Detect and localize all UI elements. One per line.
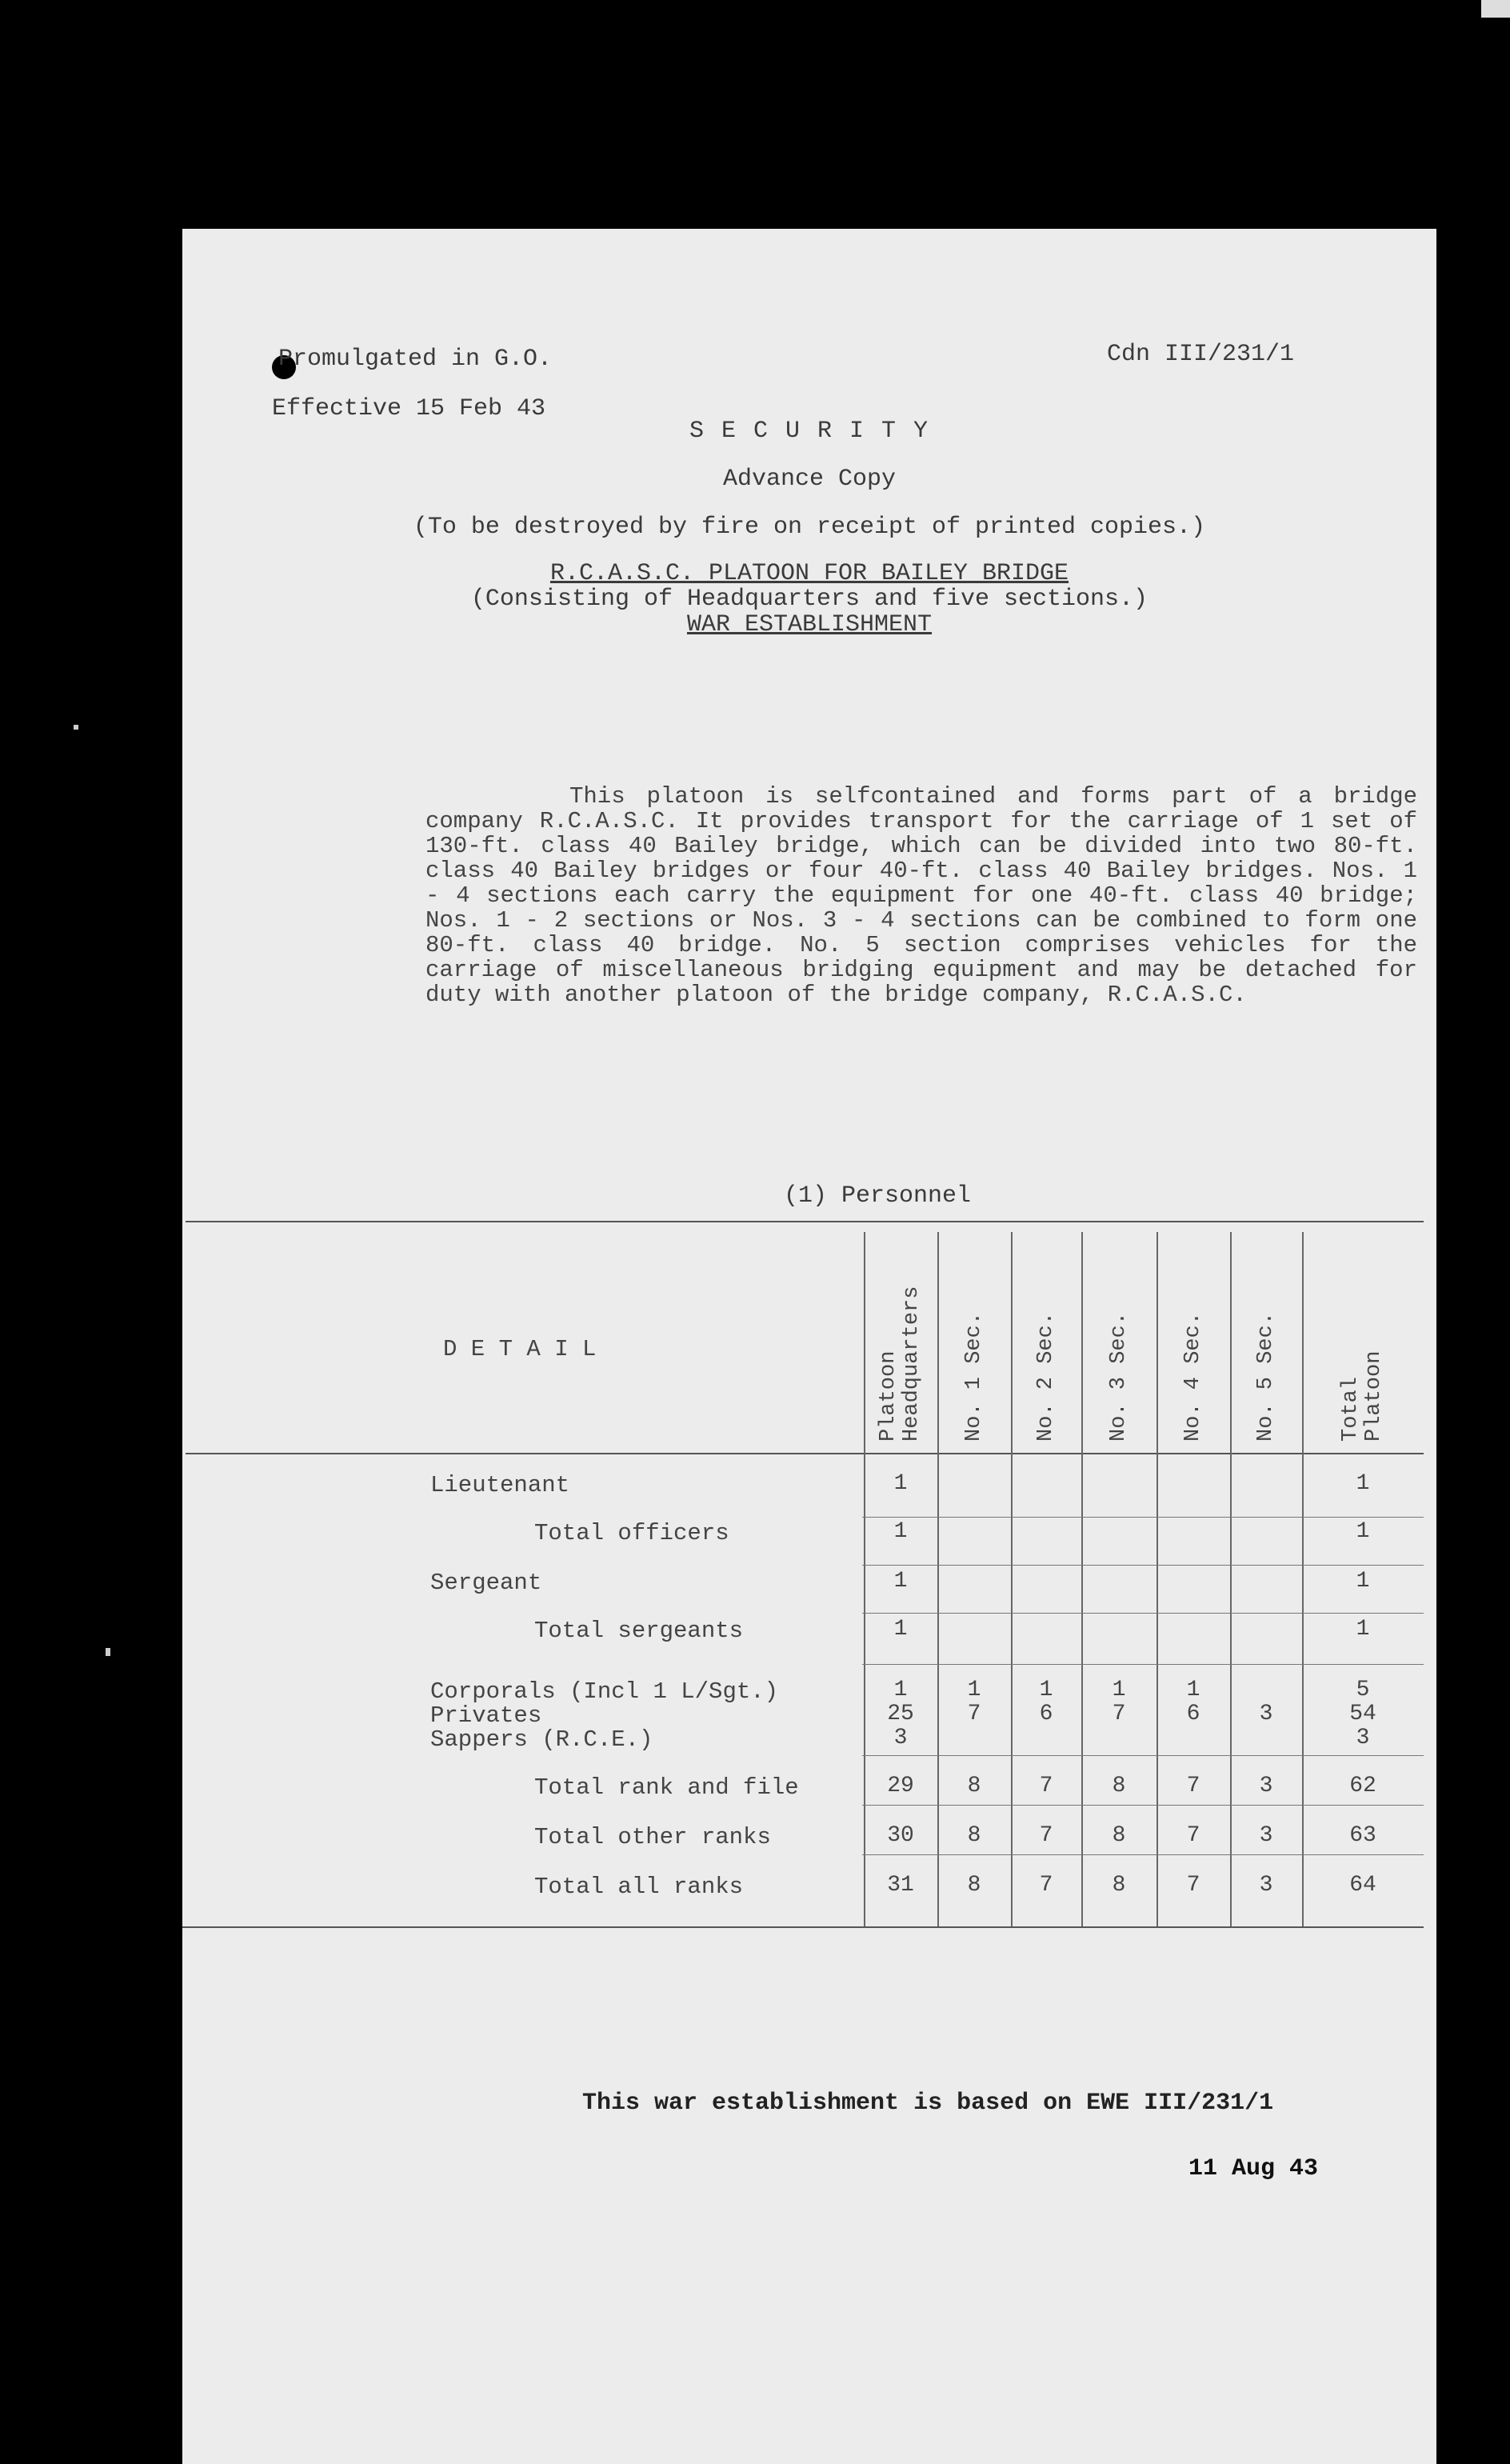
copy-type: Advance Copy (722, 466, 897, 493)
table-row-divider (862, 1755, 1424, 1756)
column-header: No. 5 Sec. (1253, 1311, 1278, 1442)
table-cell: 1 (893, 1617, 908, 1642)
column-header: Total Platoon (1339, 1350, 1386, 1442)
description-text: This platoon is selfcontained and forms part of a bridge company R.C.A.S.C. It provides transport for the carriage of 1 set of 130-ft. class 40 Bailey bridge, which can be divided into two 80-ft. class 40 Bailey bridges or four 40-ft. class 40 Bailey bridges. Nos. 1 - 4 sections each carry the equipment for one 40-ft. class 40 bridge; Nos. 1 - 2 sections or Nos. 3 - 4 sections can be combined to form one 80-ft. class 40 bridge. No. 5 section comprises vehicles for the carriage of miscellaneous bridging equipment and may be detached for duty with another platoon of the bridge company, R.C.A.S.C. (425, 783, 1417, 1008)
table-column-divider (1302, 1232, 1304, 1926)
table-cell: 29 (887, 1774, 914, 1798)
detail-header: D E T A I L (443, 1336, 597, 1362)
table-cell: 1 (893, 1519, 908, 1544)
column-header: No. 1 Sec. (961, 1311, 986, 1442)
row-label: Total officers (534, 1520, 729, 1546)
table-cell: 7 (1186, 1823, 1200, 1848)
table-cell: 1 (1356, 1519, 1370, 1544)
table-cell: 6 (1039, 1702, 1053, 1726)
row-label: Total rank and file (534, 1774, 799, 1801)
table-cell: 1 (1356, 1617, 1370, 1642)
table-cell: 1 (1112, 1678, 1126, 1702)
security-heading: S E C U R I T Y (689, 418, 930, 445)
table-cell: 1 (1186, 1678, 1200, 1702)
row-label: Corporals (Incl 1 L/Sgt.) (430, 1678, 779, 1705)
row-label: Total all ranks (534, 1874, 744, 1900)
table-column-divider (864, 1232, 865, 1926)
film-mark (74, 725, 78, 730)
table-cell: 7 (1112, 1702, 1126, 1726)
table-cell: 64 (1349, 1873, 1376, 1898)
table-cell: 8 (967, 1774, 981, 1798)
table-cell: 1 (893, 1569, 908, 1594)
table-cell: 5 (1356, 1678, 1370, 1702)
table-cell: 3 (893, 1726, 908, 1750)
table-cell: 7 (1039, 1823, 1053, 1848)
destruction-instruction: (To be destroyed by fire on receipt of printed copies.) (413, 514, 1206, 541)
film-mark (1481, 0, 1510, 18)
table-cell: 8 (967, 1823, 981, 1848)
table-column-divider (1081, 1232, 1083, 1926)
table-cell: 8 (967, 1873, 981, 1898)
table-row-divider (862, 1565, 1424, 1566)
column-header: No. 4 Sec. (1180, 1311, 1205, 1442)
table-cell: 1 (967, 1678, 981, 1702)
table-cell: 8 (1112, 1774, 1126, 1798)
table-row-divider (862, 1517, 1424, 1518)
table-cell: 1 (1356, 1471, 1370, 1496)
table-cell: 1 (1039, 1678, 1053, 1702)
table-cell: 3 (1259, 1702, 1273, 1726)
table-cell: 1 (893, 1471, 908, 1496)
table-rule-header (186, 1453, 1424, 1454)
row-label: Privates (430, 1702, 542, 1729)
table-cell: 3 (1356, 1726, 1370, 1750)
table-row-divider (862, 1854, 1424, 1855)
table-rule-bottom (182, 1926, 1424, 1928)
table-cell: 30 (887, 1823, 914, 1848)
footer-date: 11 Aug 43 (1188, 2155, 1319, 2182)
table-column-divider (937, 1232, 939, 1926)
row-label: Sergeant (430, 1570, 542, 1596)
table-row-divider (862, 1664, 1424, 1665)
table-cell: 3 (1259, 1873, 1273, 1898)
table-column-divider (1230, 1232, 1232, 1926)
column-header: No. 3 Sec. (1106, 1311, 1131, 1442)
column-header: Platoon Headquarters (877, 1286, 924, 1442)
table-cell: 8 (1112, 1873, 1126, 1898)
description-paragraph (425, 784, 1417, 1007)
table-cell: 7 (967, 1702, 981, 1726)
column-header: No. 2 Sec. (1033, 1311, 1058, 1442)
table-caption: (1) Personnel (784, 1182, 972, 1210)
effective-date: Effective 15 Feb 43 (272, 395, 546, 422)
table-column-divider (1011, 1232, 1013, 1926)
table-cell: 54 (1349, 1702, 1376, 1726)
promulgated-note: Promulgated in G.O. (278, 346, 553, 373)
table-column-divider (1156, 1232, 1158, 1926)
establishment-title: WAR ESTABLISHMENT (686, 611, 933, 638)
table-cell: 6 (1186, 1702, 1200, 1726)
table-rule-top (186, 1221, 1424, 1222)
table-cell: 8 (1112, 1823, 1126, 1848)
unit-composition: (Consisting of Headquarters and five sections.) (470, 586, 1148, 613)
row-label: Total sergeants (534, 1618, 744, 1644)
table-row-divider (862, 1613, 1424, 1614)
table-cell: 3 (1259, 1774, 1273, 1798)
document-sheet (182, 229, 1436, 2464)
reference-number: Cdn III/231/1 (1107, 341, 1295, 368)
row-label: Sappers (R.C.E.) (430, 1726, 653, 1753)
unit-title: R.C.A.S.C. PLATOON FOR BAILEY BRIDGE (549, 560, 1069, 587)
table-cell: 63 (1349, 1823, 1376, 1848)
table-cell: 31 (887, 1873, 914, 1898)
footer-basis: This war establishment is based on EWE III/231/1 (582, 2090, 1274, 2117)
table-row-divider (862, 1805, 1424, 1806)
table-cell: 3 (1259, 1823, 1273, 1848)
table-cell: 1 (893, 1678, 908, 1702)
table-cell: 7 (1186, 1873, 1200, 1898)
row-label: Total other ranks (534, 1824, 771, 1850)
table-cell: 7 (1039, 1873, 1053, 1898)
row-label: Lieutenant (430, 1472, 570, 1498)
table-cell: 62 (1349, 1774, 1376, 1798)
table-cell: 7 (1186, 1774, 1200, 1798)
table-cell: 25 (887, 1702, 914, 1726)
table-cell: 7 (1039, 1774, 1053, 1798)
film-mark (106, 1648, 110, 1656)
table-cell: 1 (1356, 1569, 1370, 1594)
